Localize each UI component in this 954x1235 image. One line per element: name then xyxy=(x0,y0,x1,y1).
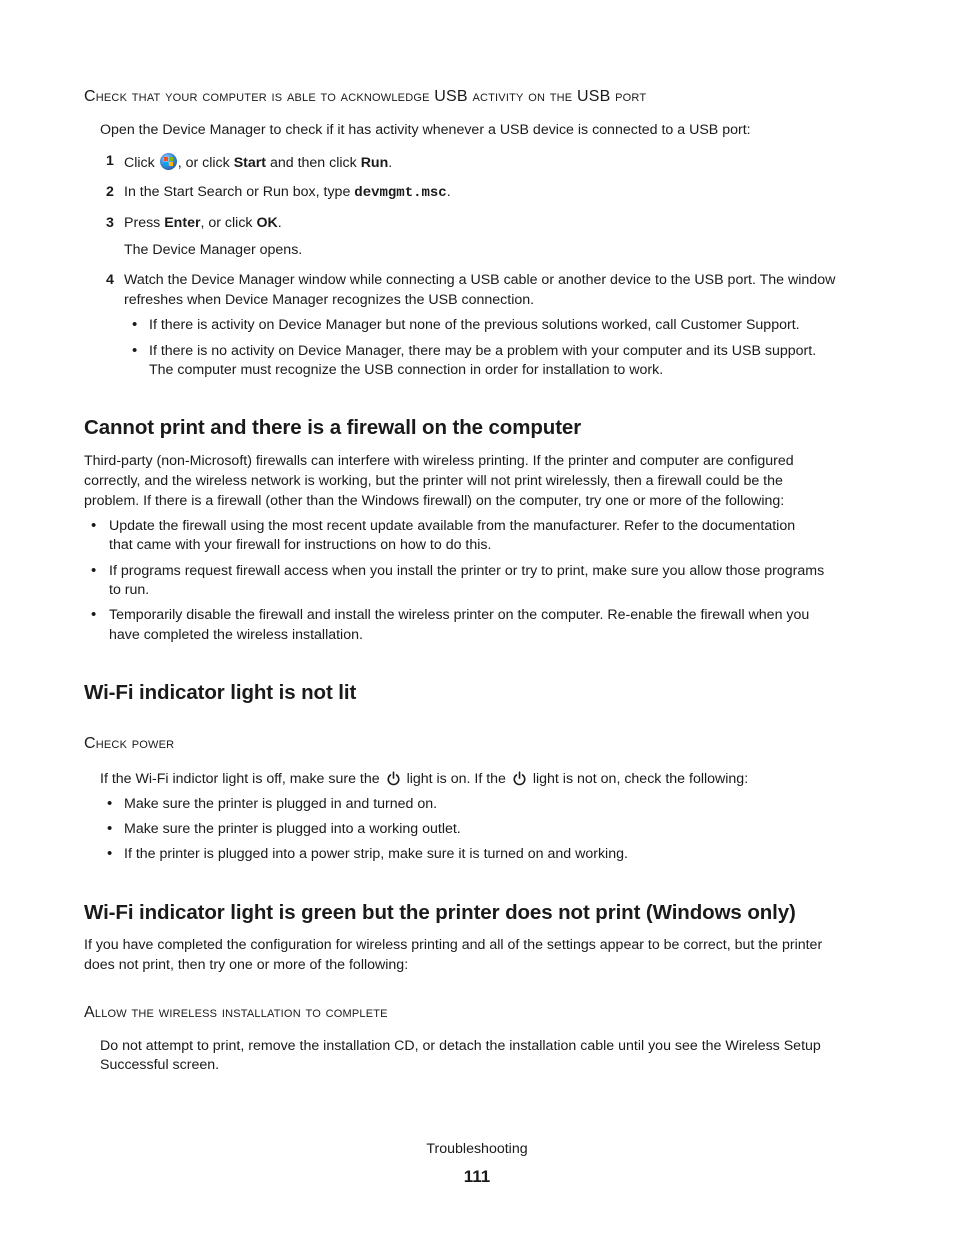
page-number: 111 xyxy=(463,1167,491,1186)
step-number: 4 xyxy=(106,272,114,288)
step-3-result: The Device Manager opens. xyxy=(124,242,303,258)
step-text: and then click xyxy=(269,155,357,171)
list-item: to run. xyxy=(109,582,150,598)
section-heading: Cannot print and there is a firewall on the computer xyxy=(84,416,582,439)
usb-intro: Open the Device Manager to check if it has activity whenever a USB device is connected to a USB port: xyxy=(100,122,751,138)
list-item: that came with your firewall for instructions on how to do this. xyxy=(109,537,492,553)
step-text: In the Start Search or Run box, type xyxy=(124,184,351,200)
paragraph-line: correctly, and the wireless network is working, but the printer will not print wirelessly, then a firewall could be the xyxy=(84,473,783,489)
list-item: The computer must recognize the USB connection in order for installation to work. xyxy=(149,362,664,378)
list-item: If there is activity on Device Manager but none of the previous solutions worked, call Customer Support. xyxy=(149,317,800,333)
step-4-line: Watch the Device Manager window while connecting a USB cable or another device to the USB port. The window xyxy=(124,272,836,288)
intro-text: light is not on, check the following: xyxy=(532,771,749,787)
power-icon xyxy=(386,771,401,786)
power-icon xyxy=(512,771,527,786)
power-intro xyxy=(100,771,748,787)
paragraph-line: Successful screen. xyxy=(100,1057,220,1073)
paragraph-line: does not print, then try one or more of the following: xyxy=(84,957,409,973)
subsection-heading: Check power xyxy=(84,735,175,752)
step-text: , or click xyxy=(177,155,230,171)
bullet-icon: • xyxy=(91,562,97,579)
list-item: If there is no activity on Device Manager, there may be a problem with your computer and its USB support. xyxy=(149,343,817,359)
step-text: Press xyxy=(124,215,161,231)
bullet-icon: • xyxy=(132,316,138,333)
enter-label: Enter xyxy=(164,215,201,231)
intro-text: light is on. If the xyxy=(406,771,506,787)
step-4-line: refreshes when Device Manager recognizes the USB connection. xyxy=(124,292,535,308)
step-2 xyxy=(124,184,451,201)
step-text: . xyxy=(446,184,451,200)
step-number: 3 xyxy=(106,215,114,231)
step-1 xyxy=(124,153,392,171)
list-item: Update the firewall using the most recent update available from the manufacturer. Refer to the documentation xyxy=(109,518,796,534)
step-number: 1 xyxy=(106,153,114,169)
list-item: If programs request firewall access when you install the printer or try to print, make sure you allow those programs xyxy=(109,563,825,579)
section-heading: Wi-Fi indicator light is green but the printer does not print (Windows only) xyxy=(84,901,796,924)
step-text: Click xyxy=(124,155,155,171)
bullet-icon: • xyxy=(107,795,113,812)
step-text: , or click xyxy=(200,215,253,231)
paragraph-line: Do not attempt to print, remove the installation CD, or detach the installation cable until you see the Wireless Setup xyxy=(100,1038,821,1054)
footer-section-label: Troubleshooting xyxy=(426,1141,528,1157)
windows-start-icon xyxy=(160,153,177,170)
bullet-icon: • xyxy=(91,606,97,623)
bullet-icon: • xyxy=(132,342,138,359)
list-item: Temporarily disable the firewall and install the wireless printer on the computer. Re-enable the firewall when you xyxy=(109,607,810,623)
step-text: . xyxy=(388,155,393,171)
section-heading: Wi-Fi indicator light is not lit xyxy=(84,681,357,704)
usb-subheading: Check that your computer is able to acknowledge USB activity on the USB port xyxy=(84,88,647,105)
list-item: Make sure the printer is plugged in and turned on. xyxy=(124,796,438,812)
start-label: Start xyxy=(233,155,267,171)
command-text: devmgmt.msc xyxy=(354,185,447,201)
bullet-icon: • xyxy=(107,820,113,837)
list-item: Make sure the printer is plugged into a working outlet. xyxy=(124,821,461,837)
list-item: have completed the wireless installation. xyxy=(109,627,363,643)
step-number: 2 xyxy=(106,184,114,200)
paragraph-line: If you have completed the configuration for wireless printing and all of the settings appear to be correct, but the printer xyxy=(84,937,823,953)
bullet-icon: • xyxy=(107,845,113,862)
paragraph-line: problem. If there is a firewall (other than the Windows firewall) on the computer, try one or more of the following: xyxy=(84,493,785,509)
intro-text: If the Wi-Fi indictor light is off, make sure the xyxy=(100,771,380,787)
run-label: Run xyxy=(360,155,389,171)
ok-label: OK xyxy=(256,215,278,231)
step-3 xyxy=(124,215,282,231)
bullet-icon: • xyxy=(91,517,97,534)
paragraph-line: Third-party (non-Microsoft) firewalls can interfere with wireless printing. If the printer and computer are configured xyxy=(84,453,794,469)
subsection-heading: Allow the wireless installation to complete xyxy=(84,1004,388,1021)
step-text: . xyxy=(277,215,282,231)
list-item: If the printer is plugged into a power strip, make sure it is turned on and working. xyxy=(124,846,628,862)
